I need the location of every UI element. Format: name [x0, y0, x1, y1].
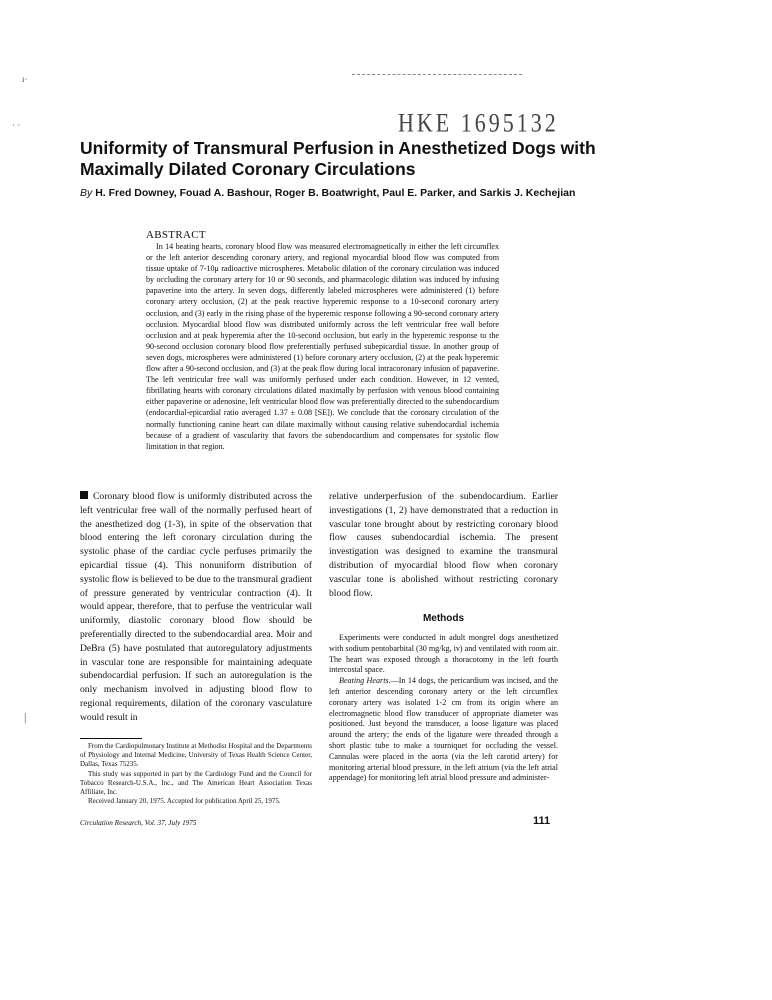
footnote-rule: [80, 738, 142, 739]
authors-prefix: By: [80, 187, 93, 199]
scan-mark: ı·: [22, 74, 28, 84]
methods-heading: Methods: [422, 613, 465, 624]
scan-mark: · ·: [12, 120, 21, 130]
methods-paragraph: [329, 676, 558, 784]
abstract-heading: ABSTRACT: [146, 229, 206, 241]
authors-names: H. Fred Downey, Fouad A. Bashour, Roger B. Boatwright, Paul E. Parker, and Sarkis J. Kechejian: [95, 187, 576, 199]
footnote-dates: Received January 20, 1975. Accepted for publication April 25, 1975.: [88, 797, 281, 806]
page-number: 111: [533, 815, 551, 827]
footnote-funding: This study was supported in part by the Cardiology Fund and the Council for Tobacco Research-U.S.A., Inc., and The American Heart Association Texas Affiliate, Inc.: [80, 769, 312, 797]
methods-paragraph: Experiments were conducted in adult mongrel dogs anesthetized with sodium pentobarbital (30 mg/kg, iv) and ventilated with room air. The heart was exposed through a thoracotomy in the left fourth intercostal space.: [329, 633, 558, 675]
author-list: [80, 186, 610, 200]
footnotes: [80, 742, 312, 806]
methods-subheading: Beating Hearts.: [339, 676, 391, 686]
footnote-affiliation: From the Cardiopulmonary Institute at Methodist Hospital and the Departments of Physiology and Internal Medicine, University of Texas Health Science Center, Dallas, Texas 75235.: [80, 742, 312, 769]
methods-section: [329, 633, 558, 784]
archive-stamp: HKE 1695132: [398, 107, 559, 138]
journal-citation: Circulation Research, Vol. 37, July 1975: [80, 819, 197, 827]
body-column-left: [80, 490, 312, 725]
scan-mark: |: [24, 710, 27, 724]
scan-rule: [352, 74, 522, 75]
body-column-right: relative underperfusion of the subendocardium. Earlier investigations (1, 2) have demonstrated that a reduction in vascular tone brought about by restricting coronary blood flow causes subendocardial ischemia. The present investigation was designed to examine the transmural distribution of myocardial blood flow when coronary vascular tone is abolished without restricting coronary blood flow.: [329, 491, 558, 599]
body-left-text: Coronary blood flow is uniformly distributed across the left ventricular free wall of the normally perfused heart of the anesthetized dog (1-3), in spite of the observation that blood entering the left coronary circulation during the systolic phase of the cardiac cycle perfuses primarily the epicardial tissue (4). This nonuniform distribution of systolic flow is believed to be due to the transmural gradient of pressure generated by ventricular contraction (4). It would appear, therefore, that to perfuse the ventricular wall uniformly, diastolic coronary blood flow should be preferentially directed to the subendocardial area. Moir and DeBra (5) have postulated that autoregulatory adjustments in vascular tone are responsible for maintaining adequate subendocardial perfusion. If such an autoregulation is the only mechanism involved in adjusting blood flow to regional requirements, dilation of the coronary vasculature would result in: [80, 491, 312, 723]
section-bullet-icon: [80, 491, 88, 499]
paper-title: Uniformity of Transmural Perfusion in Anesthetized Dogs with Maximally Dilated Coronary Circulations: [80, 138, 596, 179]
methods-paragraph-text: —In 14 dogs, the pericardium was incised, and the left anterior descending coronary artery or the left circumflex coronary artery was isolated 1-2 cm from its origin where an electromagnetic blood flow transducer of appropriate diameter was positioned. Just beyond the transducer, a loose ligature was placed around the artery; the ends of the ligature were threaded through a short plastic tube to make a tourniquet for occluding the vessel. Cannulas were placed in the aorta (via the left carotid artery) for monitoring arterial blood pressure, in the left atrium (via the left atrial appendage) for monitoring left atrial blood pressure and administer-: [329, 676, 559, 783]
abstract-text: In 14 beating hearts, coronary blood flow was measured electromagnetically in either the left circumflex or the left anterior descending coronary artery, and regional myocardial blood flow was computed from tissue uptake of 7-10μ radioactive microspheres. Metabolic dilation of the coronary circulation was induced by occluding the coronary artery for 10 or 90 seconds, and pharmacologic dilation was induced by infusing papaverine into the artery. In seven dogs, differently labeled microspheres were administered (1) before coronary artery occlusion, (2) at the peak reactive hyperemic response to a 10-second coronary artery occlusion, and (3) early in the rising phase of the hyperemic response following a 90-second coronary artery occlusion. Myocardial blood flow was distributed uniformly across the left ventricular free wall before occlusion and at peak hyperemia after the 10-second occlusion, but early in the hyperemic response to the 90-second occlusion coronary blood flow preferentially perfused subepicardial tissue. In another group of seven dogs, microspheres were administered (1) before coronary artery occlusion, (2) at the peak hyperemic flow after a 90-second occlusion, and (3) at the peak flow during local intracoronary infusion of papaverine. The left ventricular free wall was uniformly perfused under each condition. However, in 12 vented, fibrillating hearts with coronary circulations dilated maximally by perfusion with venous blood containing either papaverine or adenosine, left ventricular blood flow was preferentially directed to the subendocardium (endocardial-epicardial ratio averaged 1.37 ± 0.08 [SE]). We conclude that the coronary circulation of the normally functioning canine heart can dilate maximally without causing relative subendocardial ischemia because of a gradient of vascularity that favors the subendocardium and compensates for systolic flow limitation in that region.: [146, 242, 499, 451]
